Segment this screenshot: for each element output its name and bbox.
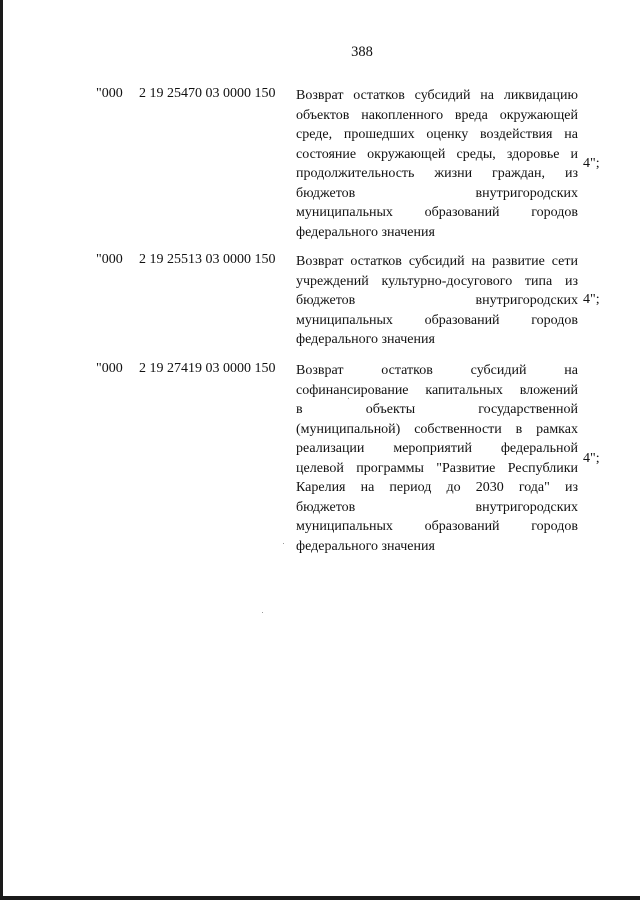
page-number: 388: [351, 44, 373, 60]
description-line: софинансирование капитальных вложений: [296, 382, 578, 398]
entry-description: [296, 86, 578, 242]
description-line: бюджетов внутригородских: [296, 185, 578, 201]
description-line: учреждений культурно-досугового типа из: [296, 273, 578, 289]
description-line: муниципальных образований городов: [296, 312, 578, 328]
budget-code: 2 19 25470 03 0000 150: [139, 86, 276, 101]
description-line: реализации мероприятий федеральной: [296, 441, 578, 456]
scan-speck: [348, 398, 349, 399]
entry-description: [296, 252, 578, 350]
description-line: бюджетов внутригородских: [296, 293, 578, 308]
description-line: объектов накопленного вреда окружающей: [296, 107, 578, 123]
description-line: целевой программы "Развитие Республики: [296, 460, 578, 476]
budget-code: 2 19 27419 03 0000 150: [139, 361, 276, 376]
description-line: в объекты государственной: [296, 402, 578, 417]
description-line: состояние окружающей среды, здоровье и: [296, 146, 578, 162]
description-line: бюджетов внутригородских: [296, 499, 578, 515]
description-line: (муниципальной) собственности в рамках: [296, 421, 578, 437]
entry-prefix: "000: [96, 86, 123, 101]
description-line: муниципальных образований городов: [296, 205, 578, 220]
entry-suffix: 4";: [583, 451, 600, 466]
description-line: федерального значения: [296, 224, 435, 240]
description-line: Возврат остатков субсидий на развитие сети: [296, 254, 578, 269]
description-line: Возврат остатков субсидий на: [296, 363, 578, 378]
description-line: федерального значения: [296, 332, 435, 347]
scan-speck: [283, 543, 284, 544]
description-line: Возврат остатков субсидий на ликвидацию: [296, 88, 578, 103]
entry-description: [296, 361, 578, 556]
entry-suffix: 4";: [583, 156, 600, 171]
description-line: среде, прошедших оценку воздействия на: [296, 127, 578, 142]
entry-prefix: "000: [96, 361, 123, 376]
budget-code: 2 19 25513 03 0000 150: [139, 252, 276, 267]
scan-edge-bottom: [0, 896, 640, 900]
scan-speck: [262, 612, 263, 613]
entry-suffix: 4";: [583, 292, 600, 307]
description-line: федерального значения: [296, 538, 435, 554]
description-line: продолжительность жизни граждан, из: [296, 166, 578, 181]
description-line: муниципальных образований городов: [296, 519, 578, 534]
description-line: Карелия на период до 2030 года" из: [296, 480, 578, 495]
scan-edge-left: [0, 0, 3, 900]
entry-prefix: "000: [96, 252, 123, 267]
